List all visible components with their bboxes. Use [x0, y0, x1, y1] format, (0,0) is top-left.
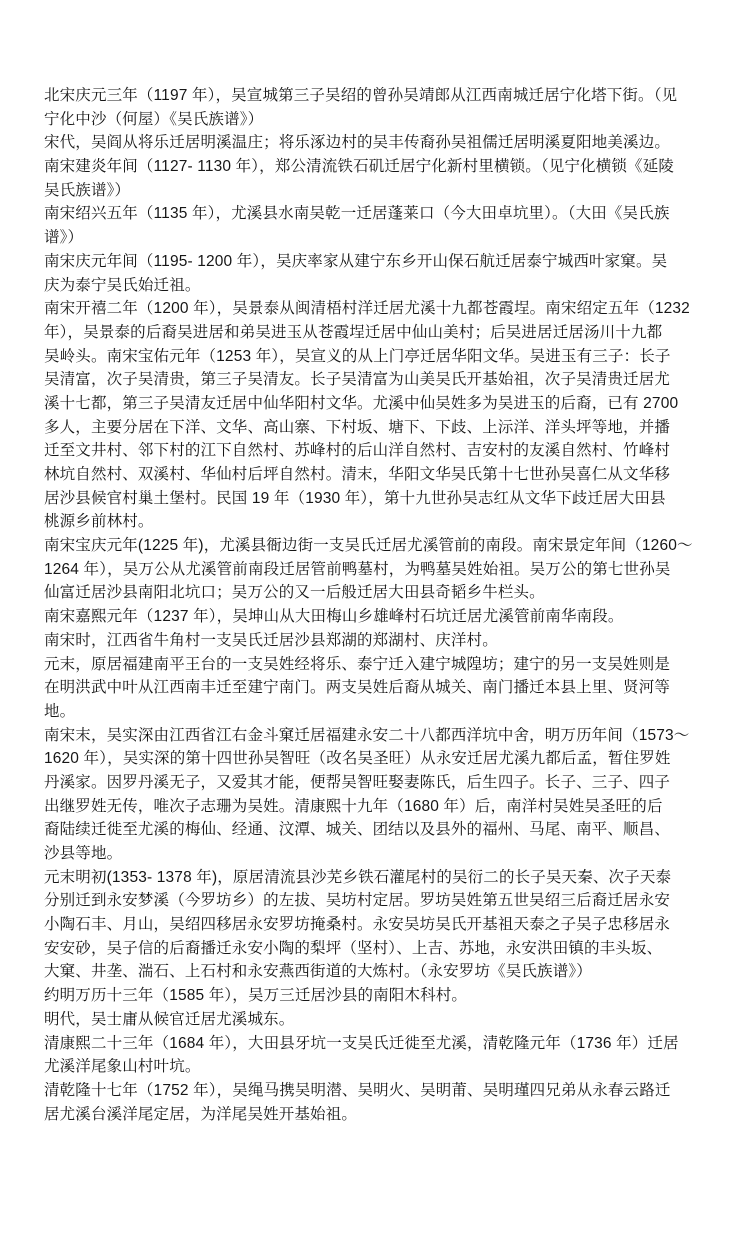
paragraph [44, 84, 704, 131]
paragraph [44, 534, 704, 605]
paragraph [44, 653, 704, 724]
document-body [44, 84, 704, 1126]
text-line: 谱》） [44, 229, 84, 247]
paragraph [44, 605, 704, 629]
text-line: 约明万历十三年（1585 年），吴万三迁居沙县的南阳木科村。 [44, 987, 468, 1005]
text-line: 仙富迁居沙县南阳北坑口；吴万公的又一后般迁居大田县奇韬乡牛栏头。 [44, 584, 545, 602]
text-line: 南宋末，吴实深由江西省江右金斗窠迁居福建永安二十八都西洋坑中舍，明万历年间（1573～ [44, 726, 690, 744]
text-line: 丹溪家。因罗丹溪无子，又爱其才能，便帮吴智旺娶妻陈氏，后生四子。长子、三子、四子 [44, 773, 671, 791]
text-line: 地。 [44, 702, 76, 720]
text-line: 南宋绍兴五年（1135 年），尤溪县水南吴乾一迁居蓬莱口（今大田卓坑里）。（大田《吴氏族 [44, 205, 670, 223]
text-line: 元末，原居福建南平王台的一支吴姓经将乐、泰宁迁入建宁城隍坊；建宁的另一支吴姓则是 [44, 655, 671, 673]
paragraph [44, 1008, 704, 1032]
text-line: 沙县等地。 [44, 845, 123, 862]
paragraph [44, 984, 704, 1008]
text-line: 在明洪武中叶从江西南丰迁至建宁南门。两支吴姓后裔从城关、南门播迁本县上里、贤河等 [44, 679, 671, 697]
text-line: 安安砂，吴子信的后裔播迁永安小陶的梨坪（坚村）、上吉、苏地，永安洪田镇的丰头坂、 [44, 939, 663, 957]
text-line: 吴岭头。南宋宝佑元年（1253 年），吴宣义的从上门亭迁居华阳文华。吴进玉有三子：长子 [44, 347, 671, 365]
text-line: 裔陆续迁徙至尤溪的梅仙、经通、汶潭、城关、团结以及县外的福州、马尾、南平、顺昌、 [44, 821, 671, 839]
text-line: 南宋嘉熙元年（1237 年），吴坤山从大田梅山乡雄峰村石坑迁居尤溪管前南华南段。 [44, 608, 624, 626]
text-line: 南宋宝庆元年(1225 年)，尤溪县衙边街一支吴氏迁居尤溪管前的南段。南宋景定年间（1260～ [44, 537, 693, 555]
text-line: 宁化中沙（何屋）《吴氏族谱》） [44, 110, 264, 128]
text-line: 清康熙二十三年（1684 年），大田县牙坑一支吴氏迁徙至尤溪，清乾隆元年（1736 年）迁居 [44, 1034, 679, 1052]
text-line: 尤溪洋尾象山村叶坑。 [44, 1058, 201, 1076]
text-line: 桃源乡前林村。 [44, 513, 154, 531]
text-line: 北宋庆元三年（1197 年），吴宣城第三子吴绍的曾孙吴靖郎从江西南城迁居宁化塔下街。（见 [44, 87, 678, 104]
paragraph [44, 1032, 704, 1079]
text-line: 1264 年），吴万公从尤溪管前南段迁居管前鸭墓村，为鸭墓吴姓始祖。吴万公的第七世孙吴 [44, 560, 671, 578]
paragraph [44, 1079, 704, 1126]
text-line: 吴氏族谱》） [44, 181, 131, 199]
text-line: 1620 年），吴实深的第十四世孙吴智旺（改名吴圣旺）从永安迁居尤溪九都后孟，暂住罗姓 [44, 750, 671, 768]
text-line: 元末明初(1353- 1378 年)，原居清流县沙芜乡铁石灌尾村的吴衍二的长子吴天秦、次子天泰 [44, 868, 672, 886]
text-line: 年），吴景泰的后裔吴进居和弟吴进玉从苍霞埕迁居中仙山美村；后吴进居迁居汤川十九都 [44, 323, 663, 341]
text-line: 宋代，吴阎从将乐迁居明溪温庄；将乐涿边村的吴丰传裔孙吴祖儒迁居明溪夏阳地美溪边。 [44, 134, 671, 152]
paragraph [44, 629, 704, 653]
text-line: 分别迁到永安梦溪（今罗坊乡）的左拔、吴坊村定居。罗坊吴姓第五世吴绍三后裔迁居永安 [44, 892, 671, 910]
text-line: 南宋时，江西省牛角村一支吴氏迁居沙县郑湖的郑湖村、庆洋村。 [44, 631, 498, 649]
text-line: 居沙县候官村巢土堡村。民国 19 年（1930 年），第十九世孙吴志红从文华下歧迁居大田县 [44, 489, 666, 507]
text-line: 南宋建炎年间（1127- 1130 年），郑公清流铁石矶迁居宁化新村里横锁。（见宁化横锁《延陵 [44, 158, 674, 176]
text-line: 小陶石丰、月山，吴绍四移居永安罗坊掩桑村。永安吴坊吴氏开基祖天泰之子吴子忠移居永 [44, 916, 671, 934]
paragraph [44, 724, 704, 866]
text-line: 明代，吴士庸从候官迁居尤溪城东。 [44, 1010, 295, 1028]
text-line: 南宋庆元年间（1195- 1200 年），吴庆率家从建宁东乡开山保石航迁居泰宁城西叶家窠。吴 [44, 252, 668, 270]
text-line: 溪十七都，第三子吴清友迁居中仙华阳村文华。尤溪中仙吴姓多为吴进玉的后裔，已有 2700 [44, 394, 679, 412]
paragraph [44, 202, 704, 249]
text-line: 清乾隆十七年（1752 年），吴绳马携吴明潜、吴明火、吴明莆、吴明瑾四兄弟从永春云路迁 [44, 1081, 671, 1099]
paragraph [44, 866, 704, 984]
paragraph [44, 155, 704, 202]
text-line: 吴清富，次子吴清贵，第三子吴清友。长子吴清富为山美吴氏开基始祖，次子吴清贵迁居尤 [44, 371, 671, 389]
text-line: 多人，主要分居在下洋、文华、高山寨、下村坂、塘下、下歧、上沶洋、洋头坪等地，并播 [44, 418, 671, 436]
paragraph [44, 131, 704, 155]
paragraph [44, 250, 704, 297]
text-line: 迁至文井村、邻下村的江下自然村、苏峰村的后山洋自然村、吉安村的友溪自然村、竹峰村 [44, 442, 671, 460]
text-line: 居尤溪台溪洋尾定居，为洋尾吴姓开基始祖。 [44, 1105, 358, 1123]
text-line: 南宋开禧二年（1200 年），吴景泰从闽清梧村洋迁居尤溪十九都苍霞埕。南宋绍定五年（1232 [44, 300, 690, 318]
text-line: 出继罗姓无传，唯次子志珊为吴姓。清康熙十九年（1680 年）后，南洋村吴姓吴圣旺的后 [44, 797, 663, 815]
text-line: 林坑自然村、双溪村、华仙村后坪自然村。清末，华阳文华吴氏第十七世孙吴喜仁从文华移 [44, 466, 671, 483]
paragraph [44, 297, 704, 534]
text-line: 庆为泰宁吴氏始迁祖。 [44, 276, 201, 294]
text-line: 大窠、井垄、湍石、上石村和永安燕西街道的大炼村。（永安罗坊《吴氏族谱》） [44, 963, 592, 981]
